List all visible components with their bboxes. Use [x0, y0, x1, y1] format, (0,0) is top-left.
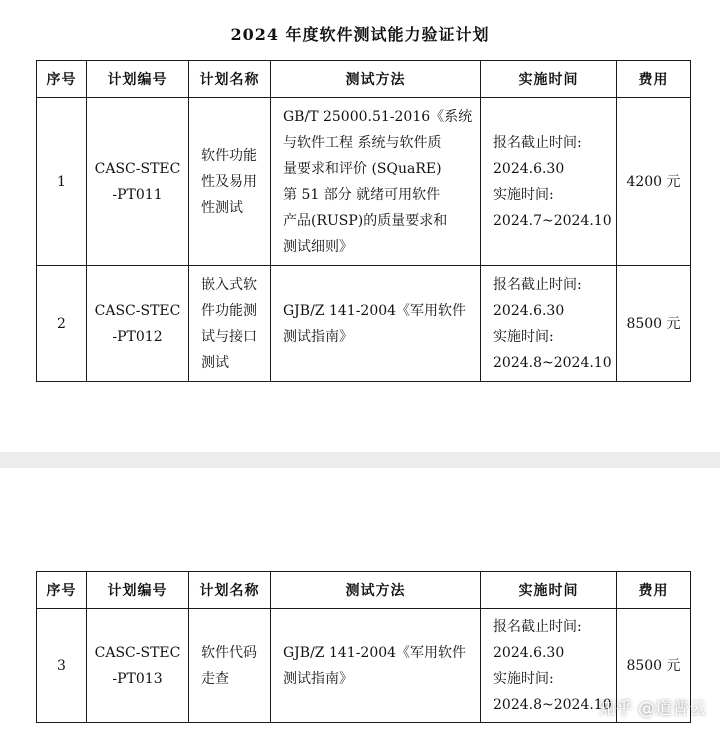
row-method: GJB/Z 141-2004《军用软件 测试指南》 — [271, 266, 481, 382]
header-fee: 费用 — [617, 572, 691, 609]
row-no: 3 — [37, 609, 87, 723]
header-name: 计划名称 — [189, 61, 271, 98]
row-code: CASC-STEC -PT013 — [87, 609, 189, 723]
header-method: 测试方法 — [271, 572, 481, 609]
row-name: 嵌入式软 件功能测 试与接口 测试 — [189, 266, 271, 382]
document-title: 2024 年度软件测试能力验证计划 — [230, 25, 490, 44]
table-row — [37, 609, 691, 723]
table-header-row — [37, 61, 691, 98]
page-gap — [0, 452, 720, 468]
row-time: 报名截止时间: 2024.6.30 实施时间: 2024.8~2024.10 — [481, 609, 617, 723]
header-no: 序号 — [37, 572, 87, 609]
row-time: 报名截止时间: 2024.6.30 实施时间: 2024.8~2024.10 — [481, 266, 617, 382]
header-name: 计划名称 — [189, 572, 271, 609]
row-method: GB/T 25000.51-2016《系统 与软件工程 系统与软件质 量要求和评价 (SQuaRE) 第 51 部分 就绪可用软件 产品(RUSP)的质量要求和 测试细则》 — [271, 98, 481, 266]
row-code: CASC-STEC -PT012 — [87, 266, 189, 382]
row-fee: 8500 元 — [617, 266, 691, 382]
header-time: 实施时间 — [481, 572, 617, 609]
header-code: 计划编号 — [87, 61, 189, 98]
plan-table-page-1 — [36, 60, 691, 382]
header-fee: 费用 — [617, 61, 691, 98]
row-name: 软件代码 走查 — [189, 609, 271, 723]
row-time: 报名截止时间: 2024.6.30 实施时间: 2024.7~2024.10 — [481, 98, 617, 266]
row-code: CASC-STEC -PT011 — [87, 98, 189, 266]
row-name: 软件功能 性及易用 性测试 — [189, 98, 271, 266]
plan-table-page-2 — [36, 571, 691, 723]
row-method: GJB/Z 141-2004《军用软件 测试指南》 — [271, 609, 481, 723]
header-code: 计划编号 — [87, 572, 189, 609]
watermark: 知乎 @道普云 — [598, 699, 706, 719]
table-row — [37, 266, 691, 382]
header-time: 实施时间 — [481, 61, 617, 98]
row-no: 2 — [37, 266, 87, 382]
row-fee: 4200 元 — [617, 98, 691, 266]
row-no: 1 — [37, 98, 87, 266]
header-no: 序号 — [37, 61, 87, 98]
header-method: 测试方法 — [271, 61, 481, 98]
table-header-row — [37, 572, 691, 609]
row-fee: 8500 元 — [617, 609, 691, 723]
table-row — [37, 98, 691, 266]
